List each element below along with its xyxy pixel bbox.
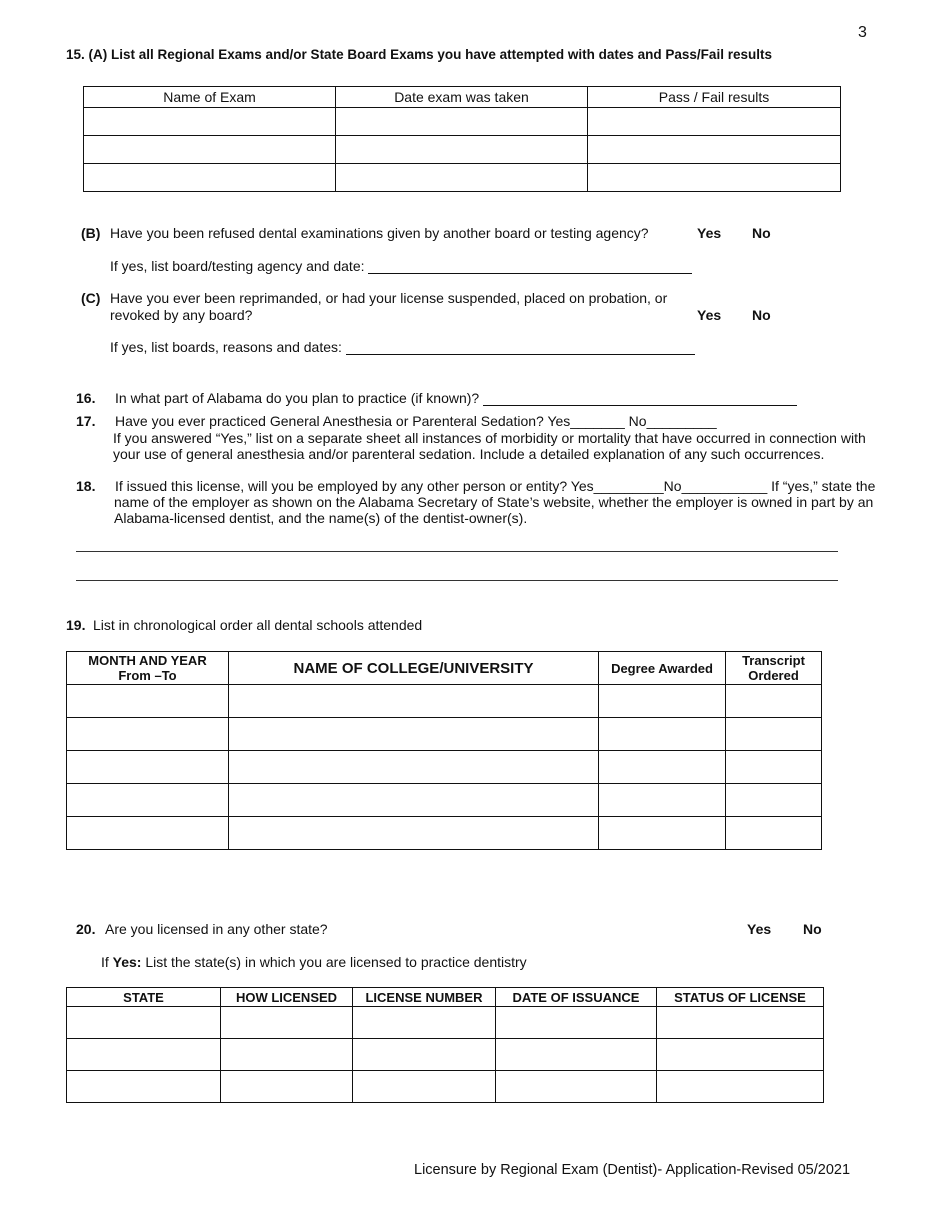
month-year-cell[interactable] bbox=[67, 685, 229, 718]
college-name-cell[interactable] bbox=[229, 718, 599, 751]
date-of-issuance-cell[interactable] bbox=[496, 1071, 657, 1103]
month-year-cell[interactable] bbox=[67, 751, 229, 784]
q15b-yes-option[interactable]: Yes bbox=[697, 225, 722, 241]
table-row bbox=[67, 751, 822, 784]
q20-number: 20. bbox=[76, 921, 96, 937]
q15b-label: (B) bbox=[81, 225, 101, 241]
status-of-license-cell[interactable] bbox=[657, 1071, 824, 1103]
how-licensed-header: HOW LICENSED bbox=[221, 988, 353, 1007]
status-of-license-cell[interactable] bbox=[657, 1007, 824, 1039]
q17-line3: your use of general anesthesia and/or parenteral sedation. Include a detailed explanation of any such occurrences. bbox=[113, 446, 825, 462]
exam-name-cell[interactable] bbox=[84, 164, 336, 192]
degree-cell[interactable] bbox=[599, 784, 726, 817]
date-of-issuance-header: DATE OF ISSUANCE bbox=[496, 988, 657, 1007]
how-licensed-cell[interactable] bbox=[221, 1071, 353, 1103]
q18-line2: name of the employer as shown on the Alabama Secretary of State’s website, whether the employer is owned in part by an bbox=[114, 494, 874, 510]
status-of-license-header: STATUS OF LICENSE bbox=[657, 988, 824, 1007]
transcript-header-line1: Transcript bbox=[742, 653, 805, 668]
table-row bbox=[84, 136, 841, 164]
degree-cell[interactable] bbox=[599, 751, 726, 784]
q20-instruction-text: List the state(s) in which you are licensed to practice dentistry bbox=[145, 954, 527, 970]
how-licensed-cell[interactable] bbox=[221, 1007, 353, 1039]
q17-number: 17. bbox=[76, 413, 96, 429]
date-of-issuance-cell[interactable] bbox=[496, 1039, 657, 1071]
q15c-no-option[interactable]: No bbox=[752, 307, 771, 323]
q15-title: 15. (A) List all Regional Exams and/or State Board Exams you have attempted with dates and Pass/Fail results bbox=[66, 47, 772, 62]
table-row bbox=[84, 164, 841, 192]
q15b-question: Have you been refused dental examinations given by another board or testing agency? bbox=[110, 225, 649, 241]
transcript-header-line2: Ordered bbox=[748, 668, 799, 683]
how-licensed-cell[interactable] bbox=[221, 1039, 353, 1071]
license-number-cell[interactable] bbox=[353, 1071, 496, 1103]
footer-text: Licensure by Regional Exam (Dentist)- Application-Revised 05/2021 bbox=[414, 1162, 851, 1178]
college-name-cell[interactable] bbox=[229, 784, 599, 817]
q18-line3: Alabama-licensed dentist, and the name(s) of the dentist-owner(s). bbox=[114, 510, 528, 526]
q15c-followup-field[interactable] bbox=[346, 340, 695, 355]
transcript-cell[interactable] bbox=[726, 685, 822, 718]
state-header: STATE bbox=[67, 988, 221, 1007]
transcript-cell[interactable] bbox=[726, 751, 822, 784]
table-row bbox=[67, 685, 822, 718]
q20-question: Are you licensed in any other state? bbox=[105, 921, 328, 937]
q16-answer-field[interactable] bbox=[483, 392, 797, 406]
license-number-cell[interactable] bbox=[353, 1039, 496, 1071]
q20-no-option[interactable]: No bbox=[803, 921, 822, 937]
exam-date-header: Date exam was taken bbox=[336, 87, 588, 108]
degree-awarded-header: Degree Awarded bbox=[599, 652, 726, 685]
license-number-cell[interactable] bbox=[353, 1007, 496, 1039]
college-name-header: NAME OF COLLEGE/UNIVERSITY bbox=[229, 652, 599, 685]
q17-line1: Have you ever practiced General Anesthesia or Parenteral Sedation? Yes_______ No_________ bbox=[115, 413, 717, 429]
state-cell[interactable] bbox=[67, 1071, 221, 1103]
exam-name-header: Name of Exam bbox=[84, 87, 336, 108]
q20-yes-option[interactable]: Yes bbox=[747, 921, 772, 937]
exam-result-cell[interactable] bbox=[588, 136, 841, 164]
month-year-header bbox=[67, 652, 229, 685]
q18-line1: If issued this license, will you be employed by any other person or entity? Yes_________No___________ If “yes,” state the bbox=[115, 478, 876, 494]
q19-number: 19. bbox=[66, 617, 86, 633]
month-year-header-line1: MONTH AND YEAR bbox=[88, 653, 207, 668]
page-number: 3 bbox=[858, 24, 867, 41]
college-name-cell[interactable] bbox=[229, 817, 599, 850]
transcript-cell[interactable] bbox=[726, 817, 822, 850]
exams-table-header bbox=[84, 87, 841, 108]
q15c-followup-label: If yes, list boards, reasons and dates: bbox=[110, 339, 342, 355]
q15b-no-option[interactable]: No bbox=[752, 225, 771, 241]
dental-schools-header bbox=[67, 652, 822, 685]
month-year-cell[interactable] bbox=[67, 817, 229, 850]
q20-if-label: If bbox=[101, 954, 109, 970]
exam-result-cell[interactable] bbox=[588, 164, 841, 192]
q18-answer-line-2[interactable] bbox=[76, 580, 838, 581]
q15b-followup-label: If yes, list board/testing agency and date: bbox=[110, 258, 365, 274]
college-name-cell[interactable] bbox=[229, 751, 599, 784]
license-number-header: LICENSE NUMBER bbox=[353, 988, 496, 1007]
exam-result-cell[interactable] bbox=[588, 108, 841, 136]
table-row bbox=[84, 108, 841, 136]
month-year-header-line2: From –To bbox=[118, 668, 177, 683]
degree-cell[interactable] bbox=[599, 817, 726, 850]
q15b-followup-field[interactable] bbox=[368, 259, 692, 274]
q15c-question-line2: revoked by any board? bbox=[110, 307, 253, 323]
q15c-label: (C) bbox=[81, 290, 101, 306]
exam-date-cell[interactable] bbox=[336, 136, 588, 164]
date-of-issuance-cell[interactable] bbox=[496, 1007, 657, 1039]
transcript-cell[interactable] bbox=[726, 718, 822, 751]
table-row bbox=[67, 817, 822, 850]
table-row bbox=[67, 1007, 824, 1039]
q15c-question-line1: Have you ever been reprimanded, or had your license suspended, placed on probation, or bbox=[110, 290, 668, 306]
q20-yes-label: Yes: bbox=[112, 954, 142, 970]
exam-date-cell[interactable] bbox=[336, 164, 588, 192]
exams-table bbox=[83, 86, 841, 192]
table-row bbox=[67, 1071, 824, 1103]
other-licenses-table bbox=[66, 987, 824, 1103]
table-row bbox=[67, 1039, 824, 1071]
q16-question: In what part of Alabama do you plan to practice (if known)? bbox=[115, 390, 480, 406]
exam-name-cell[interactable] bbox=[84, 108, 336, 136]
degree-cell[interactable] bbox=[599, 718, 726, 751]
q18-answer-line-1[interactable] bbox=[76, 551, 838, 552]
status-of-license-cell[interactable] bbox=[657, 1039, 824, 1071]
exam-result-header: Pass / Fail results bbox=[588, 87, 841, 108]
exam-name-cell[interactable] bbox=[84, 136, 336, 164]
other-licenses-header bbox=[67, 988, 824, 1007]
q16-number: 16. bbox=[76, 390, 96, 406]
dental-schools-table bbox=[66, 651, 822, 850]
table-row bbox=[67, 718, 822, 751]
q15c-yes-option[interactable]: Yes bbox=[697, 307, 722, 323]
month-year-cell[interactable] bbox=[67, 718, 229, 751]
degree-cell[interactable] bbox=[599, 685, 726, 718]
table-row bbox=[67, 784, 822, 817]
transcript-cell[interactable] bbox=[726, 784, 822, 817]
month-year-cell[interactable] bbox=[67, 784, 229, 817]
q17-line2: If you answered “Yes,” list on a separate sheet all instances of morbidity or mortality that have occurred in connection with bbox=[113, 430, 866, 446]
q19-instruction: List in chronological order all dental schools attended bbox=[93, 617, 423, 633]
q18-number: 18. bbox=[76, 478, 96, 494]
state-cell[interactable] bbox=[67, 1039, 221, 1071]
exam-date-cell[interactable] bbox=[336, 108, 588, 136]
transcript-ordered-header bbox=[726, 652, 822, 685]
state-cell[interactable] bbox=[67, 1007, 221, 1039]
college-name-cell[interactable] bbox=[229, 685, 599, 718]
q20-instruction bbox=[101, 954, 527, 970]
